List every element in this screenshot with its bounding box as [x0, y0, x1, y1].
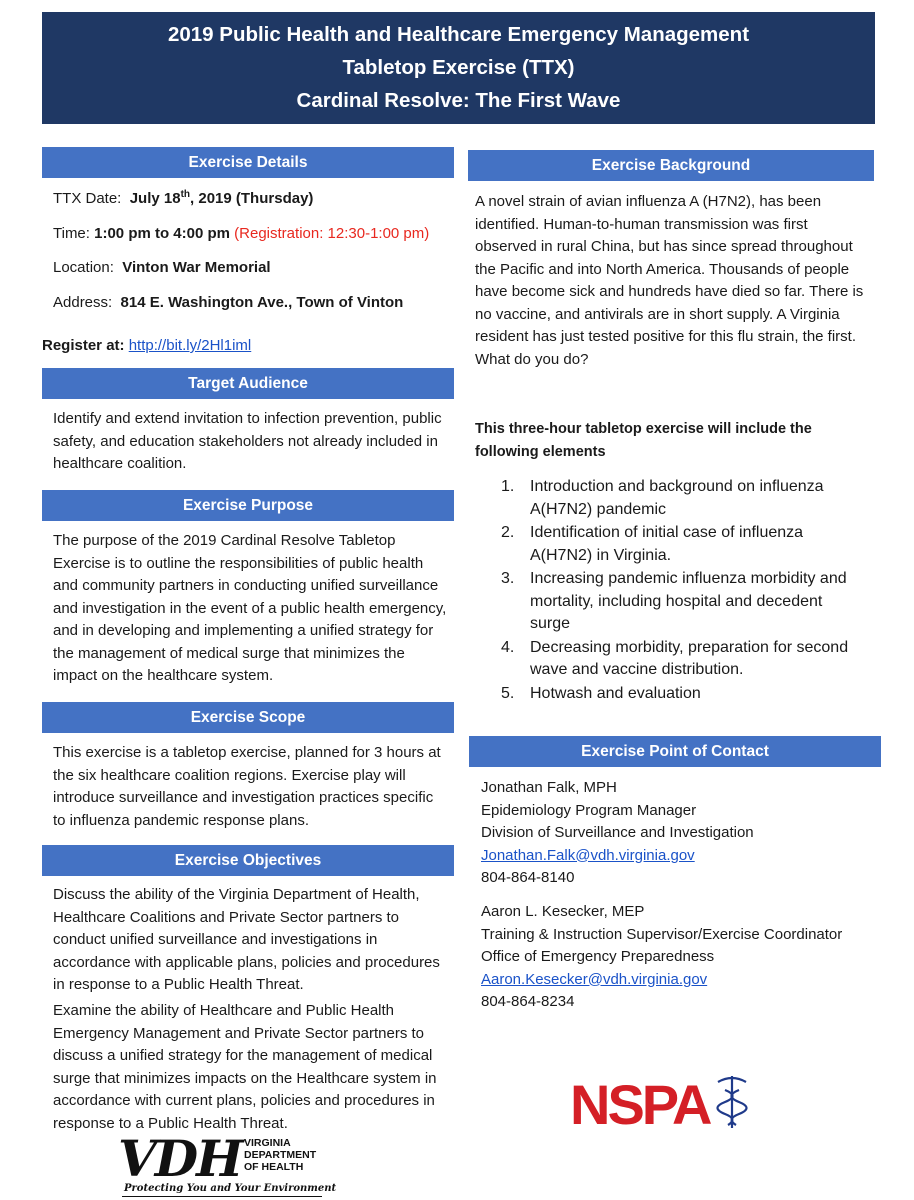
title-line-1: 2019 Public Health and Healthcare Emergency Management [167, 23, 750, 46]
contact-card-kesecker [481, 901, 881, 1014]
exercise-elements-list [475, 476, 855, 706]
list-item: 2. Identification of initial case of influenza A(H7N2) in Virginia. [501, 524, 804, 564]
nspa-wordmark: NSPA [570, 1073, 710, 1130]
list-item: 4. Decreasing morbidity, preparation for second wave and vaccine distribution. [501, 638, 849, 678]
caduceus-icon [718, 1076, 747, 1128]
list-item: 3. Increasing pandemic influenza morbidity and mortality, including hospital and decedent surge [501, 570, 847, 632]
page-title-banner [42, 12, 875, 124]
location-line [53, 259, 271, 276]
vdh-tagline: Protecting You and Your Environment [124, 1183, 337, 1194]
objectives-paragraph-2: Examine the ability of Healthcare and Public Health Emergency Management and Private Sector partners to discuss a unified strategy for the management of medical surge that minimizes impacts on the Healthcare system in accordance with current plans, policies and procedures in response to a Public Health Threat. [53, 1002, 437, 1132]
exercise-details-header: Exercise Details [42, 147, 454, 178]
registration-time: (Registration: 12:30-1:00 pm) [234, 225, 430, 242]
contact-title: Epidemiology Program Manager [481, 801, 697, 819]
date-value: July 18th, 2019 (Thursday) [129, 189, 314, 207]
point-of-contact-header: Exercise Point of Contact [469, 736, 881, 767]
vdh-department-name: VIRGINIA DEPARTMENT OF HEALTH [244, 1137, 317, 1173]
register-label: Register at: [42, 337, 125, 354]
contact-office: Office of Emergency Preparedness [481, 948, 715, 965]
register-line [42, 337, 251, 354]
objectives-paragraph-1: Discuss the ability of the Virginia Department of Health, Healthcare Coalitions and Private Sector partners to conduct unified surveillance and investigations in accordance with applicable plans, policies and procedures in response to a Public Health Threat. [53, 886, 440, 993]
time-label: Time: [53, 225, 90, 242]
exercise-scope-header: Exercise Scope [42, 702, 454, 733]
contact-email-link[interactable]: Aaron.Kesecker@vdh.virginia.gov [481, 970, 708, 988]
exercise-purpose-header: Exercise Purpose [42, 490, 454, 521]
title-line-2: Tabletop Exercise (TTX) [342, 56, 575, 79]
date-label: TTX Date: [53, 190, 122, 207]
ttx-date-line [53, 190, 313, 207]
elements-intro: This three-hour tabletop exercise will include the following elements [475, 421, 812, 460]
nspa-logo-graphic [568, 1072, 764, 1130]
contact-phone: 804-864-8140 [481, 869, 575, 886]
exercise-purpose-text: The purpose of the 2019 Cardinal Resolve Tabletop Exercise is to outline the responsibilities of public health and community partners in conducting unified surveillance and investigation in the event of a public health emergency, and in developing and implementing a unified strategy for the management of medical surge that minimizes the impact on the healthcare system. [53, 532, 447, 684]
vdh-underline [122, 1196, 322, 1197]
register-link[interactable]: http://bit.ly/2Hl1iml [128, 337, 252, 354]
time-line [53, 225, 429, 242]
contact-name: Jonathan Falk, MPH [481, 779, 617, 796]
exercise-objectives-header: Exercise Objectives [42, 845, 454, 876]
address-value: 814 E. Washington Ave., Town of Vinton [120, 294, 404, 311]
vdh-logo [118, 1129, 337, 1200]
title-line-3: Cardinal Resolve: The First Wave [296, 89, 621, 112]
time-value: 1:00 pm to 4:00 pm [94, 225, 230, 242]
contact-name: Aaron L. Kesecker, MEP [481, 903, 645, 920]
contact-title: Training & Instruction Supervisor/Exercise Coordinator [481, 925, 843, 943]
nspa-logo [568, 1072, 764, 1130]
contact-office: Division of Surveillance and Investigation [481, 824, 754, 841]
list-item: 5. Hotwash and evaluation [501, 684, 701, 702]
address-label: Address: [53, 294, 113, 311]
contact-card-falk [481, 777, 876, 890]
vdh-wordmark: VDH [118, 1129, 242, 1188]
target-audience-header: Target Audience [42, 368, 454, 399]
target-audience-text: Identify and extend invitation to infection prevention, public safety, and education stakeholders not already included in healthcare coalition. [53, 410, 442, 472]
address-line [53, 294, 403, 311]
exercise-background-text: A novel strain of avian influenza A (H7N2), has been identified. Human-to-human transmission was first observed in rural China, but has since spread throughout the Pacific and into North America. Thousands of people have become sick and hundreds have died so far. There is no vaccine, and antivirals are in short supply. A Virginia resident has just tested positive for this flu strain, the first. What do you do? [475, 193, 864, 368]
location-label: Location: [53, 259, 114, 276]
contact-phone: 804-864-8234 [481, 993, 575, 1010]
location-value: Vinton War Memorial [122, 259, 271, 276]
list-item: 1. Introduction and background on influenza A(H7N2) pandemic [501, 478, 824, 518]
exercise-background-header: Exercise Background [468, 150, 874, 181]
contact-email-link[interactable]: Jonathan.Falk@vdh.virginia.gov [481, 846, 695, 864]
exercise-scope-text: This exercise is a tabletop exercise, planned for 3 hours at the six healthcare coalition regions. Exercise play will introduce surveillance and investigation practices specific to influenza pandemic response plans. [53, 744, 441, 829]
